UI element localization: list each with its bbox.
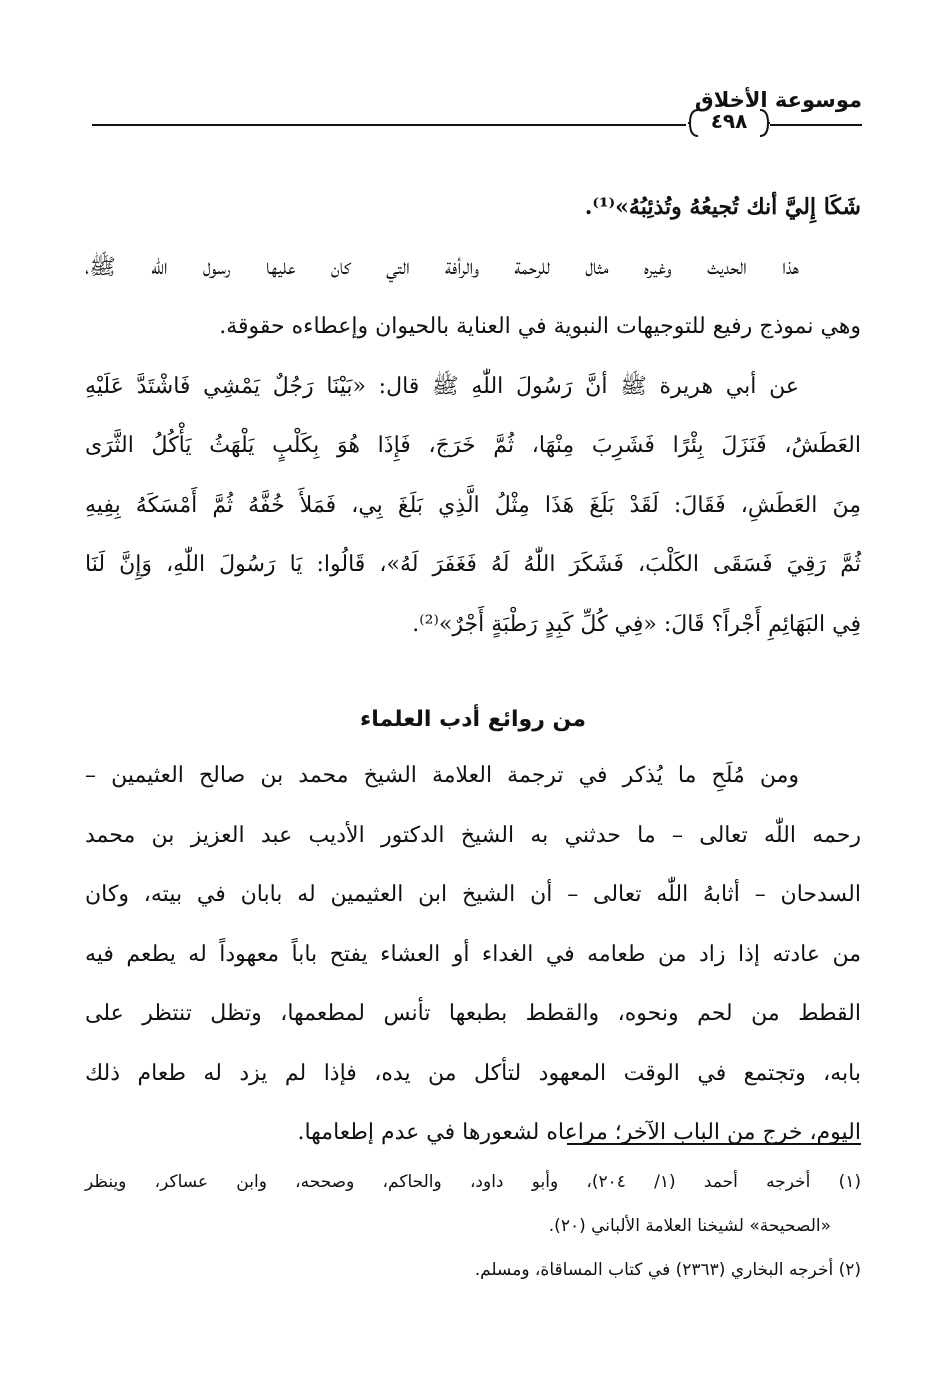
text-line: اليوم، خرج من الباب الآخر؛ مراعاه لشعورها في عدم إطعامها. [297, 1120, 861, 1145]
page-number-frame [688, 107, 770, 139]
text-line: فِي البَهَائِمِ أَجْراً؟ قَالَ: «فِي كُلِّ كَبِدٍ رَطْبَةٍ أَجْرٌ»⁽²⁾. [412, 611, 861, 637]
header-rule-left [92, 124, 686, 126]
header-rule-right [770, 124, 862, 126]
text-line: هذا الحديث وغيره مثال للرحمة والرأفة التي كان عليها رسول اللّٰه ﷺ، [85, 254, 799, 280]
text-line: ومن مُلَحِ ما يُذكر في ترجمة العلامة الشيخ محمد بن صالح العثيمين – [85, 763, 799, 788]
text-line: مِنَ العَطَشِ، فَقَالَ: لَقَدْ بَلَغَ هَذَا مِثْلُ الَّذِي بَلَغَ بِي، فَمَلأَ خُفَّهُ ثُمَّ أَمْسَكَهُ بِفِيهِ [85, 492, 861, 518]
section-spacer [85, 654, 861, 694]
footnote-separator [567, 1143, 861, 1145]
text-line: بابه، وتجتمع في الوقت المعهود لتأكل من يده، فإذا لم يزد له طعام ذلك [85, 1060, 861, 1086]
book-title: موسوعة الأخلاق [694, 88, 862, 112]
text-line: عن أبي هريرة ﷺ أنَّ رَسُولَ اللّٰهِ ﷺ قال: «بَيْنَا رَجُلٌ يَمْشِي فَاشْتَدَّ عَلَيْهِ [85, 373, 799, 399]
page-number: ٤٩٨ [710, 109, 748, 133]
text-line: العَطَشُ، فَنَزَلَ بِئْرًا فَشَرِبَ مِنْهَا، ثُمَّ خَرَجَ، فَإِذَا هُوَ بِكَلْبٍ يَلْهَثُ يَأْكُلُ الثَّرَى [85, 433, 861, 458]
text-line: رحمه اللّٰه تعالى – ما حدثني به الشيخ الدكتور الأديب عبد العزيز بن محمد [85, 822, 861, 848]
text-line: وهي نموذج رفيع للتوجيهات النبوية في العناية بالحيوان وإعطاءه حقوقة. [219, 314, 861, 339]
footnote-line: «الصحيحة» لشيخنا العلامة الألباني (٢٠). [548, 1216, 831, 1236]
page-header [92, 82, 862, 142]
text-line: ثُمَّ رَقِيَ فَسَقَى الكَلْبَ، فَشَكَرَ اللّٰهُ لَهُ فَغَفَرَ لَهُ»، قَالُوا: يَا رَسُولَ اللّٰهِ، وَإِنَّ لَنَا [85, 552, 861, 577]
footnotes [85, 1160, 861, 1292]
text-line: القطط من لحم ونحوه، والقطط بطبعها تأنس لمطعمها، وتظل تنتظر على [85, 1001, 861, 1026]
section-heading: من روائع أدب العلماء [360, 707, 586, 732]
footnote-line: (٢) أخرجه البخاري (٢٣٦٣) في كتاب المساقاة، ومسلم. [474, 1260, 861, 1280]
text-line: شَكَا إِليَّ أنك تُجيعُهُ وتُذئِبُهُ»⁽¹⁾. [584, 194, 861, 220]
text-line: السدحان – أثابهُ اللّٰه تعالى – أن الشيخ ابن العثيمين له بابان في بيته، وكان [85, 882, 861, 907]
footnote-line: (١) أخرجه أحمد (١/ ٢٠٤)، وأبو داود، والحاكم، وصححه، وابن عساكر، وينظر [85, 1172, 861, 1192]
main-text [85, 178, 861, 1163]
text-line: من عادته إذا زاد من طعامه في الغداء أو العشاء يفتح باباً معهوداً له يطعم فيه [85, 941, 861, 967]
